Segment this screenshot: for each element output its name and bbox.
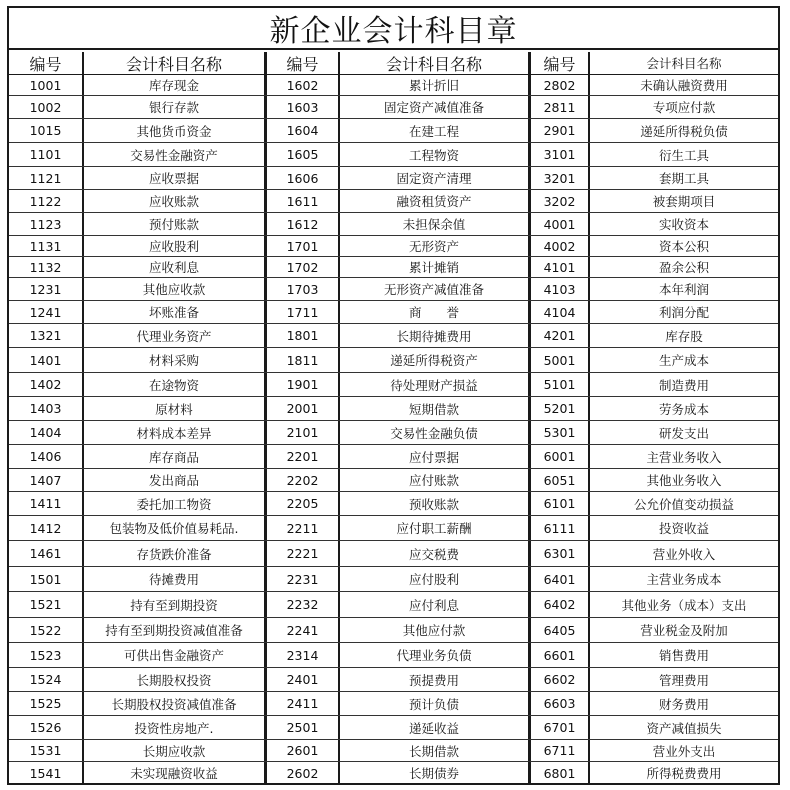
table-header — [9, 52, 778, 75]
header-code-1: 编号 — [29, 54, 62, 74]
account-name: 持有至到期投资 — [82, 592, 264, 617]
account-name: 应收票据 — [82, 167, 264, 189]
account-name: 长期债券 — [338, 762, 528, 784]
account-code: 1711 — [264, 301, 338, 323]
table-row — [9, 257, 778, 278]
account-name: 管理费用 — [588, 668, 778, 691]
account-code: 1602 — [264, 75, 338, 95]
account-code: 1612 — [264, 213, 338, 235]
account-code: 1401 — [29, 352, 62, 368]
account-code: 2202 — [264, 469, 338, 491]
account-code: 1521 — [29, 597, 62, 612]
account-name: 其他业务（成本）支出 — [588, 592, 778, 617]
account-name: 生产成本 — [588, 348, 778, 372]
table-row — [9, 143, 778, 167]
account-name: 主营业务成本 — [588, 567, 778, 591]
account-name: 未确认融资费用 — [588, 75, 778, 95]
account-code: 4104 — [528, 301, 588, 323]
account-code: 1901 — [264, 373, 338, 396]
account-name: 应付票据 — [338, 445, 528, 468]
account-code: 2501 — [264, 716, 338, 739]
account-name: 应收账款 — [82, 190, 264, 212]
account-code: 2802 — [528, 75, 588, 95]
account-code: 1123 — [29, 216, 62, 232]
account-code: 4103 — [528, 278, 588, 300]
account-code: 1403 — [29, 401, 62, 416]
account-name: 资本公积 — [588, 236, 778, 256]
account-code: 1406 — [29, 449, 62, 464]
account-name: 投资收益 — [588, 516, 778, 540]
account-code: 5001 — [528, 348, 588, 372]
table-row — [9, 75, 778, 96]
account-name: 劳务成本 — [588, 397, 778, 420]
account-name: 预付账款 — [82, 213, 264, 235]
account-code: 1132 — [29, 259, 62, 275]
account-name: 未实现融资收益 — [82, 762, 264, 784]
account-name: 长期股权投资减值准备 — [82, 692, 264, 715]
account-code: 1606 — [264, 167, 338, 189]
account-code: 1811 — [264, 348, 338, 372]
account-code: 1241 — [29, 304, 62, 320]
account-code: 1541 — [29, 765, 62, 781]
account-name: 交易性金融负债 — [338, 421, 528, 444]
account-code: 6602 — [528, 668, 588, 691]
table-row — [9, 190, 778, 213]
account-name: 递延所得税负债 — [588, 119, 778, 142]
table-row — [9, 167, 778, 190]
account-name: 衍生工具 — [588, 143, 778, 166]
page-title: 新企业会计科目章 — [9, 8, 778, 50]
account-code: 5201 — [528, 397, 588, 420]
account-name: 在建工程 — [338, 119, 528, 142]
account-name: 可供出售金融资产 — [82, 643, 264, 667]
table-row — [9, 119, 778, 143]
account-code: 1801 — [264, 324, 338, 347]
account-name: 固定资产减值准备 — [338, 96, 528, 118]
account-name: 盈余公积 — [588, 257, 778, 277]
header-name-1: 会计科目名称 — [82, 52, 264, 74]
account-code: 6603 — [528, 692, 588, 715]
account-code: 1611 — [264, 190, 338, 212]
table-row — [9, 213, 778, 236]
account-code: 4002 — [528, 236, 588, 256]
account-code: 6402 — [528, 592, 588, 617]
account-code: 2101 — [264, 421, 338, 444]
account-name: 商 誉 — [338, 301, 528, 323]
account-name: 其他应付款 — [338, 618, 528, 642]
table-row — [9, 421, 778, 445]
account-code: 6401 — [528, 567, 588, 591]
account-name: 银行存款 — [82, 96, 264, 118]
account-code: 2205 — [264, 492, 338, 515]
account-code: 4201 — [528, 324, 588, 347]
account-name: 材料成本差异 — [82, 421, 264, 444]
table-row — [9, 668, 778, 692]
account-code: 2602 — [264, 762, 338, 784]
account-code: 6405 — [528, 618, 588, 642]
account-name: 应付利息 — [338, 592, 528, 617]
account-name: 实收资本 — [588, 213, 778, 235]
account-name: 固定资产清理 — [338, 167, 528, 189]
account-code: 1412 — [29, 520, 62, 536]
account-name: 本年利润 — [588, 278, 778, 300]
account-code: 1531 — [29, 743, 62, 758]
account-code: 1701 — [264, 236, 338, 256]
account-code: 2401 — [264, 668, 338, 691]
account-name: 融资租赁资产 — [338, 190, 528, 212]
table-row — [9, 592, 778, 618]
account-code: 1702 — [264, 257, 338, 277]
account-name: 累计折旧 — [338, 75, 528, 95]
account-name: 研发支出 — [588, 421, 778, 444]
account-code: 5301 — [528, 421, 588, 444]
account-code: 6701 — [528, 716, 588, 739]
table-row — [9, 492, 778, 516]
account-name: 递延收益 — [338, 716, 528, 739]
account-name: 应付职工薪酬 — [338, 516, 528, 540]
account-name: 材料采购 — [82, 348, 264, 372]
account-name: 预计负债 — [338, 692, 528, 715]
table-row — [9, 762, 778, 784]
account-code: 1461 — [29, 546, 62, 561]
table-row — [9, 348, 778, 373]
table-row — [9, 301, 778, 324]
account-code: 1525 — [29, 696, 62, 711]
account-code: 1526 — [29, 720, 62, 735]
account-name: 预收账款 — [338, 492, 528, 515]
account-name: 无形资产减值准备 — [338, 278, 528, 300]
account-code: 2411 — [264, 692, 338, 715]
account-name: 包装物及低价值易耗品. — [82, 516, 264, 540]
account-name: 营业税金及附加 — [588, 618, 778, 642]
account-code: 2001 — [264, 397, 338, 420]
account-name: 未担保余值 — [338, 213, 528, 235]
table-row — [9, 516, 778, 541]
account-code: 2211 — [264, 516, 338, 540]
account-name: 坏账准备 — [82, 301, 264, 323]
account-name: 被套期项目 — [588, 190, 778, 212]
account-name: 投资性房地产. — [82, 716, 264, 739]
account-name: 其他业务收入 — [588, 469, 778, 491]
account-code: 4101 — [528, 257, 588, 277]
account-name: 代理业务负债 — [338, 643, 528, 667]
account-code: 1411 — [29, 496, 62, 511]
header-name-2: 会计科目名称 — [338, 52, 528, 74]
account-name: 资产减值损失 — [588, 716, 778, 739]
account-name: 主营业务收入 — [588, 445, 778, 468]
table-row — [9, 740, 778, 762]
account-code: 1101 — [29, 147, 62, 162]
account-name: 应收股利 — [82, 236, 264, 256]
account-name: 持有至到期投资减值准备 — [82, 618, 264, 642]
account-name: 递延所得税资产 — [338, 348, 528, 372]
account-code: 1402 — [29, 377, 62, 392]
account-name: 应交税费 — [338, 541, 528, 566]
account-code: 2811 — [528, 96, 588, 118]
account-code: 1404 — [29, 425, 62, 440]
account-name: 财务费用 — [588, 692, 778, 715]
account-name: 无形资产 — [338, 236, 528, 256]
account-code: 2232 — [264, 592, 338, 617]
table-row — [9, 236, 778, 257]
account-code: 1522 — [29, 622, 62, 638]
account-code: 1603 — [264, 96, 338, 118]
account-name: 利润分配 — [588, 301, 778, 323]
account-code: 1122 — [29, 193, 62, 209]
account-code: 6301 — [528, 541, 588, 566]
account-code: 6111 — [528, 516, 588, 540]
account-code: 1523 — [29, 647, 62, 663]
account-name: 存货跌价准备 — [82, 541, 264, 566]
table-row — [9, 541, 778, 567]
table-row — [9, 96, 778, 119]
account-name: 长期应收款 — [82, 740, 264, 761]
account-name: 待处理财产损益 — [338, 373, 528, 396]
account-code: 1524 — [29, 672, 62, 687]
account-code: 2201 — [264, 445, 338, 468]
account-name: 其他货币资金 — [82, 119, 264, 142]
account-code: 6801 — [528, 762, 588, 784]
table-row — [9, 643, 778, 668]
account-name: 套期工具 — [588, 167, 778, 189]
account-name: 应付账款 — [338, 469, 528, 491]
table-row — [9, 618, 778, 643]
account-name: 待摊费用 — [82, 567, 264, 591]
table-row — [9, 445, 778, 469]
account-name: 制造费用 — [588, 373, 778, 396]
account-name: 交易性金融资产 — [82, 143, 264, 166]
account-code: 6101 — [528, 492, 588, 515]
account-name: 发出商品 — [82, 469, 264, 491]
account-code: 1407 — [29, 472, 62, 488]
account-name: 在途物资 — [82, 373, 264, 396]
account-code: 4001 — [528, 213, 588, 235]
account-code: 1604 — [264, 119, 338, 142]
account-code: 5101 — [528, 373, 588, 396]
table-row — [9, 469, 778, 492]
account-code: 2314 — [264, 643, 338, 667]
account-code: 1015 — [29, 123, 62, 138]
account-code: 2601 — [264, 740, 338, 761]
table-row — [9, 278, 778, 301]
account-name: 库存股 — [588, 324, 778, 347]
table-row — [9, 692, 778, 716]
account-name: 营业外支出 — [588, 740, 778, 761]
account-code: 6601 — [528, 643, 588, 667]
account-name: 所得税费费用 — [588, 762, 778, 784]
table-row — [9, 716, 778, 740]
account-name: 原材料 — [82, 397, 264, 420]
account-code: 1131 — [29, 238, 62, 254]
account-name: 专项应付款 — [588, 96, 778, 118]
account-name: 库存现金 — [82, 75, 264, 95]
account-name: 代理业务资产 — [82, 324, 264, 347]
account-code: 6051 — [528, 469, 588, 491]
account-code: 3202 — [528, 190, 588, 212]
account-name: 其他应收款 — [82, 278, 264, 300]
account-name: 公允价值变动损益 — [588, 492, 778, 515]
account-name: 库存商品 — [82, 445, 264, 468]
account-code: 1231 — [29, 281, 62, 297]
account-code: 2901 — [528, 119, 588, 142]
account-code: 3201 — [528, 167, 588, 189]
account-name: 长期待摊费用 — [338, 324, 528, 347]
account-name: 工程物资 — [338, 143, 528, 166]
account-code: 6001 — [528, 445, 588, 468]
account-name: 长期借款 — [338, 740, 528, 761]
account-name: 累计摊销 — [338, 257, 528, 277]
table-row — [9, 324, 778, 348]
account-code: 2241 — [264, 618, 338, 642]
table-row — [9, 373, 778, 397]
account-code: 1002 — [29, 99, 62, 115]
account-code: 6711 — [528, 740, 588, 761]
account-code: 1703 — [264, 278, 338, 300]
account-code: 2221 — [264, 541, 338, 566]
account-name: 长期股权投资 — [82, 668, 264, 691]
account-name: 营业外收入 — [588, 541, 778, 566]
account-name: 应付股利 — [338, 567, 528, 591]
account-name: 预提费用 — [338, 668, 528, 691]
account-code: 1121 — [29, 170, 62, 186]
account-code: 3101 — [528, 143, 588, 166]
account-code: 1321 — [29, 328, 62, 343]
header-name-3: 会计科目名称 — [588, 52, 778, 74]
account-name: 应收利息 — [82, 257, 264, 277]
account-code: 1605 — [264, 143, 338, 166]
account-code: 1501 — [29, 571, 62, 587]
header-code-3: 编号 — [528, 52, 588, 74]
account-code: 2231 — [264, 567, 338, 591]
account-name: 委托加工物资 — [82, 492, 264, 515]
account-name: 销售费用 — [588, 643, 778, 667]
table-row — [9, 397, 778, 421]
table-row — [9, 567, 778, 592]
account-code: 1001 — [29, 77, 62, 93]
account-name: 短期借款 — [338, 397, 528, 420]
header-code-2: 编号 — [264, 52, 338, 74]
